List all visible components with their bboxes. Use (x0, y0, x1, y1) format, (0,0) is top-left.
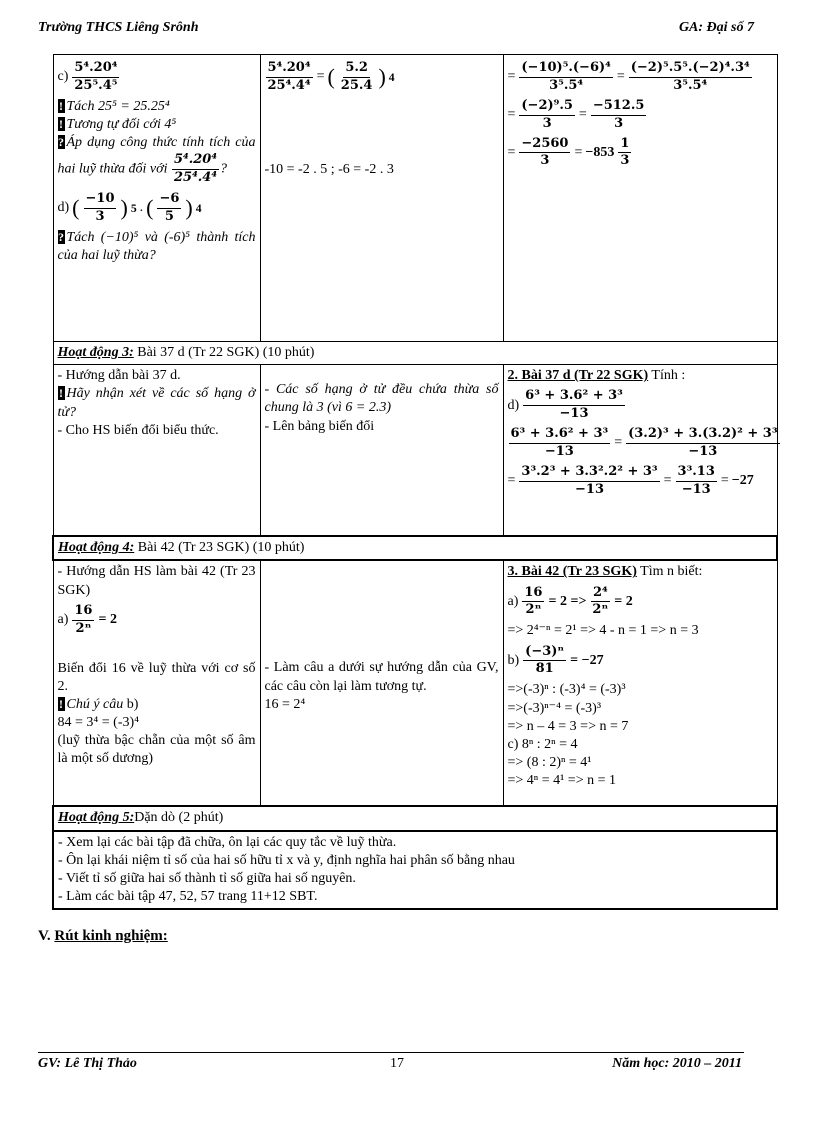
board-cd-line-1: = $\frac{\text{(−10)⁵.(−6)⁴}}{\text{3⁵.5⁴}}$ = $\frac{\text{(−2)⁵.5⁵.(−2)⁴.3⁴}}{\text{3⁵.5⁴}}$ (507, 60, 750, 93)
exclamation-icon: ! (59, 98, 63, 113)
cell-act4-board: 3. Bài 42 (Tr 23 SGK) Tìm n biết: a) $\frac{16}{\text{2ⁿ}}$ = 2 => $\frac{\text{2⁴}}{\text{2ⁿ}}$ = 2 => 2⁴⁻ⁿ = 2¹ => 4 - n = 1 => n = 3 b) $\frac{\text{(−3)ⁿ}}{81}$ = −27 =>(-3)ⁿ : (-3)⁴ = (-3)³ =>(-3)ⁿ⁻⁴ = (-3)³ => n – 4 = 3 => n = 7 c) 8ⁿ : 2ⁿ = 4 => (8 : 2)ⁿ = 4¹ => 4ⁿ = 4¹ => n = 1 (503, 560, 777, 806)
act3-desc: Bài 37 d (Tr 22 SGK) (10 phút) (133, 345, 315, 360)
cell-act4-teacher: - Hướng dẫn HS làm bài 42 (Tr 23 SGK) a) $\frac{16}{\text{2ⁿ}}$ = 2 Biến đổi 16 về luỹ thừa với cơ số 2. ! Chú ý câu b) 84 = 3⁴ = (-3)⁴ (luỹ thừa bậc chẵn của một số âm là một số dương) (53, 560, 260, 806)
lesson-table (52, 54, 778, 910)
act5-title: Hoạt động 5: (58, 810, 135, 826)
list-item: - Làm các bài tập 47, 52, 57 trang 11+12 SBT. (58, 889, 318, 905)
exclamation-icon: ! (59, 116, 63, 131)
cell-act4-student: - Làm câu a dưới sự hướng dẫn của GV, các câu còn lại làm tương tự. 16 = 2⁴ (260, 560, 503, 806)
section-5-heading: V. Rút kinh nghiệm: (38, 928, 168, 944)
list-item: - Xem lại các bài tập đã chữa, ôn lại các quy tắc về luỹ thừa. (58, 834, 397, 850)
question-icon: ? (58, 229, 64, 244)
header-school: Trường THCS Liêng Srônh (38, 20, 199, 35)
list-item: - Viết tỉ số giữa hai số thành tỉ số giữa hai số nguyên. (58, 870, 356, 886)
board-cd-line-3: = $\frac{-2560}{3}$ = −853 $\frac{1}{3}$ (507, 135, 630, 169)
row-act3 (53, 365, 777, 537)
cell-board-cd (503, 55, 777, 342)
part-c-label: c) (57, 69, 69, 85)
row-part-c-d (53, 55, 777, 342)
part-c-fraction: $\frac{\text{5⁴.20⁴}}{\text{25⁵.4⁵}}$ (74, 60, 118, 93)
act4-title: Hoạt động 4: (58, 540, 135, 556)
row-act4 (53, 560, 777, 806)
footer-divider (38, 1052, 744, 1053)
cell-act3-board: 2. Bài 37 d (Tr 22 SGK) Tính : d) $\frac{\text{6³ + 3.6² + 3³}}{-13}$ $\frac{\text{6³ + 3.6² + 3³}}{-13}$ = $\frac{\text{(3.2)³ + 3.(3.2)² + 3³}}{-13}$ = $\frac{\text{3³.2³ + 3.3².2² + 3³}}{-13}$ = $\frac{\text{3³.13}}{-13}$ = −27 (503, 365, 777, 537)
exclamation-icon: ! (59, 696, 63, 711)
hint-2: Tương tự đối cới 4⁵ (66, 116, 177, 132)
part-d-fraction-1: $\frac{-10}{3}$ (85, 191, 115, 225)
act4-header-row (53, 536, 777, 560)
act3-title: Hoạt động 3: (57, 345, 134, 360)
hint-3-fraction: $\frac{\text{5⁴.20⁴}}{\text{25⁴.4⁴}}$ (173, 152, 218, 186)
footer-year: Năm học: 2010 – 2011 (612, 1056, 742, 1071)
footer-teacher: GV: Lê Thị Thảo (38, 1056, 137, 1071)
cell-act3-student: - Các số hạng ở tử đều chứa thừa số chung là 3 (vì 6 = 2.3) - Lên bảng biến đổi (260, 365, 503, 537)
part-d-fraction-2: $\frac{-6}{5}$ (159, 191, 180, 225)
exclamation-icon: ! (59, 386, 63, 401)
part-d-hint: Tách (−10)⁵ và (-6)⁵ thành tích của hai luỹ thừa? (57, 229, 256, 264)
list-item: - Ôn lại khái niệm tỉ số của hai số hữu tỉ x và y, định nghĩa hai phân số bằng nhau (58, 852, 515, 868)
act5-desc: Dặn dò (2 phút) (134, 810, 224, 826)
board-cd-line-2: = $\frac{\text{(−2)⁹.5}}{3}$ = $\frac{-512.5}{3}$ (507, 97, 645, 131)
cell-act5 (53, 831, 777, 910)
cell-student-cd: $\frac{\text{5⁴.20⁴}}{\text{25⁴.4⁴}}$ = ( $\frac{5.2}{25.4}$ ) 4 -10 = -2 . 5 ; -6 = -2 . 3 (260, 55, 503, 342)
row-act5 (53, 831, 777, 910)
act5-header-row (53, 806, 777, 830)
cell-act3-teacher: - Hướng dẫn bài 37 d. ! Hãy nhận xét về các số hạng ở tử? - Cho HS biến đổi biểu thức. (53, 365, 260, 537)
hint-3: Áp dụng công thức tính tích của hai luỹ thừa đối với (57, 135, 256, 177)
cell-teacher-cd: c) $\frac{\text{5⁴.20⁴}}{\text{25⁵.4⁵}}$ ! Tách 25⁵ = 25.25⁴ ! Tương tự đối cới 4⁵ ? Áp dụng công thức tính tích của hai luỹ thừa đối với $\frac{\text{5⁴.20⁴}}{\text{25⁴.4⁴}}$ ? d) ( $\frac{-10}{3}$ ) 5 . ( $\frac{-6}{5}$ ) 4 ? Tách (−10)⁵ và (-6)⁵ thành tích của hai luỹ thừa? (53, 55, 260, 342)
student-note: -10 = -2 . 5 ; -6 = -2 . 3 (264, 161, 394, 177)
act4-desc: Bài 42 (Tr 23 SGK) (10 phút) (134, 540, 305, 556)
header-subject: GA: Đại số 7 (678, 20, 754, 35)
question-icon: ? (58, 135, 64, 150)
act3-header-row (53, 342, 777, 365)
hint-1: Tách 25⁵ = 25.25⁴ (66, 98, 170, 114)
page-number: 17 (390, 1056, 404, 1071)
part-d-label: d) (57, 200, 70, 216)
